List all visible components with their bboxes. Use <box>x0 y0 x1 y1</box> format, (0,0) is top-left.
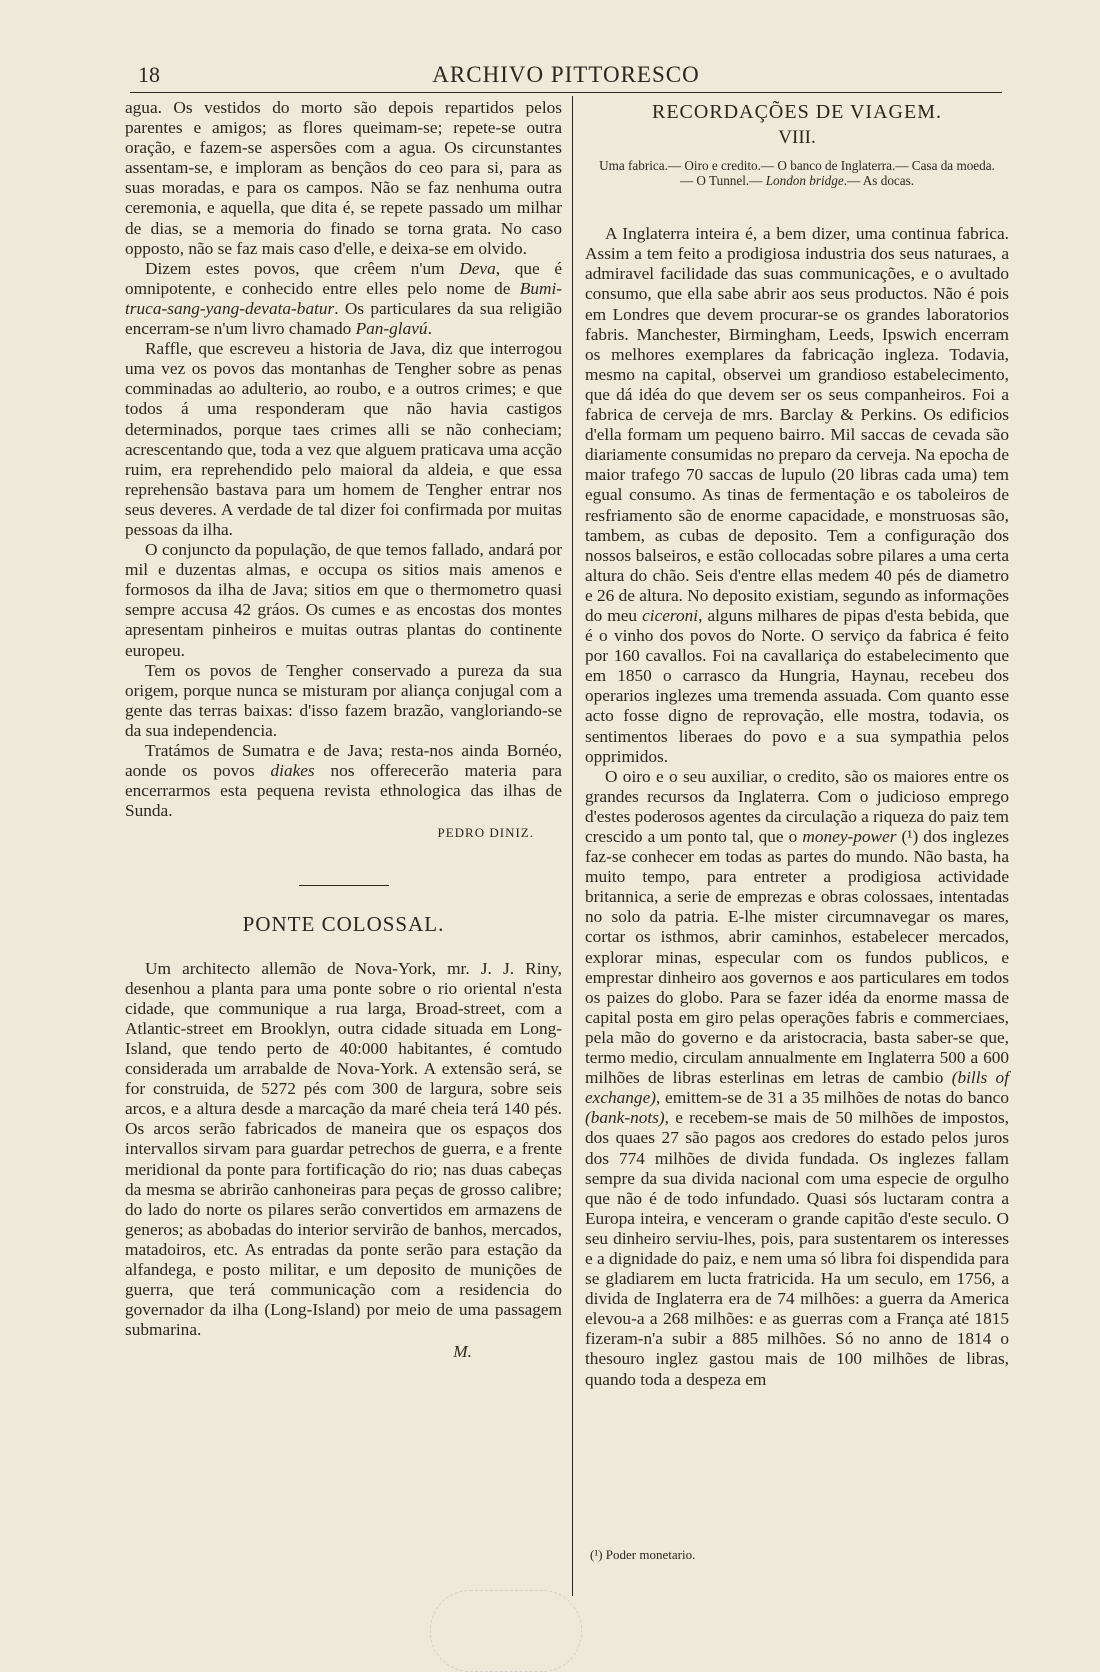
text-run: , emittem-se de 31 a 35 milhões de notas do banco <box>656 1088 1009 1108</box>
library-stamp <box>430 1590 582 1672</box>
italic-term: London bridge <box>765 173 844 189</box>
footnote-ref: (¹) <box>896 827 924 846</box>
section-heading: PONTE COLOSSAL. <box>242 912 445 937</box>
paragraph <box>585 767 1009 1390</box>
author-signature: M. <box>453 1342 472 1362</box>
text-run: Dizem estes povos, que crêem n'um <box>145 258 460 278</box>
chapter-number: VIII. <box>778 127 816 149</box>
chapter-summary <box>585 158 1009 188</box>
text-run: nos offerecerão materia para encerrarmos esta pequena revista ethnologica das ilhas de Sunda. <box>125 761 562 821</box>
text-run: , que é omnipotente, e conhecido entre elles pelo nome de <box>125 258 562 298</box>
text-run: dos inglezes faz-se conhecer em todas as partes do mundo. Não basta, ha muito tempo, para entreter a prodigiosa actividade britannica, a serie de emprezas e obras colossaes, intentadas no solo da patria. E-lhe mister circumnavegar os mares, cortar os isthmos, abrir caminhos, estabelecer mercados, explorar minas, especular com os fundos publicos, e emprestar dinheiro aos governos e aos particulares em todos os paizes do globo. Para se fazer idéa da enorme massa de capital posta em giro pelas operações fabris e commerciaes, pela mão do governo e da aristocracia, basta saber-se que, termo medio, circulam annualmente em Inglaterra 500 a 600 milhões de libras esterlinas em letras de cambio <box>585 827 1009 1088</box>
paragraph: agua. Os vestidos do morto são depois repartidos pelos parentes e amigos; as flores queimam-se; repete-se outra oração, e fazem-se aspersões com a agua. Os circunstantes assentam-se, e imploram as bençãos do ceo para si, para as suas moradas, e para os campos. Não se faz nenhuma outra ceremonia, e aquella, que dita é, se repete passado um milhar de dias, se a memoria do finado se torna grata. No caso opposto, não se faz mais caso d'elle, e deixa-se em olvido. <box>125 98 562 258</box>
author-signature: PEDRO DINIZ. <box>437 825 534 841</box>
italic-term: Bumi-truca-sang-yang-devata-batur <box>125 278 562 318</box>
text-run: Tratámos de Sumatra e de Java; resta-nos ainda Bornéo, aonde os povos <box>125 741 562 781</box>
italic-term: ciceroni <box>642 605 699 625</box>
article-heading: RECORDAÇÕES DE VIAGEM. <box>652 101 942 123</box>
text-run: A Inglaterra inteira é, a bem dizer, uma continua fabrica. Assim a tem feito a prodigiosa industria dos seus naturaes, a admiravel facilidade das suas communicações, e o avultado consumo, que ella sabe abrir aos seus productos. Não é pois em Londres que devem procurar-se os grandes laboratorios fabris. Manchester, Birmingham, Leeds, Ipswich encerram os melhores exemplares da fabricação ingleza. Todavia, mesmo na capital, observei um grandioso estabelecimento, que dá idéa do que devem ser os seus companheiros. Foi a fabrica de cerveja de mrs. Barclay & Perkins. Os edificios d'ella formam um pequeno bairro. Mil saccas de cevada são diariamente consumidas no preparo da cerveja. Na epocha de maior trafego 70 saccas de lupulo (20 libras cada uma) tem egual consumo. As tinas de fermentação e os taboleiros de resfriamento são de enorme capacidade, e monstruosas são, tambem, as cubas de deposito. Tem a configuração dos nossos balseiros, e estão collocadas sobre pilares a uma certa altura do chão. Seis d'entre ellas medem 40 pés de diametro e 26 de altura. No deposito existiam, segundo as informações do meu <box>585 224 1009 625</box>
left-column <box>125 98 562 1362</box>
italic-term: money-power <box>802 827 897 846</box>
journal-title: ARCHIVO PITTORESCO <box>432 62 700 87</box>
paragraph <box>585 224 1009 767</box>
italic-term: Deva <box>459 258 496 278</box>
text-run: .— As docas. <box>843 173 915 189</box>
column-divider <box>572 96 573 1596</box>
footnote: (¹) Poder monetario. <box>590 1547 696 1562</box>
italic-term: Pan-glavú <box>355 319 428 339</box>
paragraph <box>125 259 562 339</box>
section-divider <box>299 885 389 886</box>
italic-term: (bank-nots) <box>585 1108 665 1128</box>
text-run: . Os particulares da sua religião encerram-se n'um livro chamado <box>125 298 562 339</box>
paragraph: O conjuncto da população, de que temos fallado, andará por mil e duzentas almas, e occupa os sitios mais amenos e formosos da ilha de Java; sitios em que o thermometro quasi sempre accusa 42 gráos. Os cumes e as encostas dos montes apresentam pinheiros e muitas outras plantas do continente europeu. <box>125 540 562 660</box>
page-number: 18 <box>138 62 160 87</box>
text-run: Uma fabrica.— Oiro e credito.— O banco de Inglaterra.— Casa da moeda.— O Tunnel.— <box>599 158 995 189</box>
right-column <box>585 98 1009 1390</box>
paragraph: Um architecto allemão de Nova-York, mr. J. J. Riny, desenhou a planta para uma ponte sobre o rio oriental n'esta cidade, que communique a rua larga, Broad-street, com a Atlantic-street em Brooklyn, outra cidade situada em Long-Island, que tendo perto de 40:000 habitantes, é comtudo considerada um arrabalde de Nova-York. A extensão será, se for construida, de 5272 pés com 300 de largura, sobre seis arcos, e a altura desde a marcação da maré cheia terá 140 pés. Os arcos serão fabricados de maneira que os espaços dos intervallos sirvam para guardar petrechos de guerra, e a frente meridional da ponte para fortificação do rio; nas duas cabeças da mesma se abrirão canhoneiras para peças de grosso calibre; do lado do norte os pilares serão convertidos em armazens de generos; as abobadas do interior servirão de banhos, mercados, matadoiros, etc. As entradas da ponte serão para estação da alfandega, e posto militar, e um deposito de munições de guerra, que terá communicação com a residencia do governador da ilha (Long-Island) por meio de uma passagem submarina. <box>125 958 562 1340</box>
text-run: , alguns milhares de pipas d'esta bebida, que é o vinho dos povos do Norte. O serviço da fabrica é feito por 160 cavallos. Foi na cavallariça do estabelecimento que em 1850 o carrasco da Hungria, Haynau, recebeu dos operarios inglezes uma tremenda assuada. Com quanto esse acto fosse digno de reprovação, elle mostra, todavia, os sentimentos liberaes do povo e a sua sympathia pelos opprimidos. <box>585 605 1009 766</box>
italic-term: (bills of exchange) <box>585 1068 1009 1108</box>
italic-term: diakes <box>270 761 315 781</box>
text-run: , e recebem-se mais de 50 milhões de impostos, dos quaes 27 são pagos aos credores do estado pelos juros dos 774 milhões de divida fundada. Os inglezes fallam sempre da sua divida nacional com uma especie de orgulho que não é de todo infundado. Quasi sós luctaram contra a Europa inteira, e venceram o grande capitão d'este seculo. O seu dinheiro serviu-lhes, pois, para sustentarem os interesses e a dignidade do paiz, e nem uma só libra foi dispendida para se gladiarem em lucta fratricida. Ha um seculo, em 1756, a divida de Inglaterra era de 74 milhões: a guerra da America elevou-a a 268 milhões: e as guerras com a França até 1815 fizeram-n'a subir a 885 milhões. Só no anno de 1814 o thesouro inglez gastou mais de 100 milhões de libras, quando toda a despeza em <box>585 1108 1009 1389</box>
paragraph: Tem os povos de Tengher conservado a pureza da sua origem, porque nunca se misturam por aliança conjugal com a gente das terras baixas: d'isso fazem brazão, vangloriando-se da sua independencia. <box>125 660 562 740</box>
text-run: O oiro e o seu auxiliar, o credito, são os maiores entre os grandes recursos da Inglaterra. Com o judicioso emprego d'estes poderosos agentes da circulação a riqueza do paiz tem crescido a um ponto tal, que o <box>585 766 1009 846</box>
paragraph <box>125 741 562 821</box>
paragraph: Raffle, que escreveu a historia de Java, diz que interrogou uma vez os povos das montanhas de Tengher sobre as penas comminadas ao adulterio, ao roubo, e a outros crimes; e que todos á uma responderam que não havia castigos determinados, porque taes crimes alli se não conheciam; acrescentando que, toda a vez que alguem praticava uma acção ruim, era reprehendido pelo maioral da aldeia, e que essa reprehensão bastava para um homem de Tengher entrar nos seus deveres. A verdade de tal dizer foi confirmada por muitas pessoas da ilha. <box>125 339 562 539</box>
page-header <box>130 56 1002 93</box>
text-run: . <box>427 319 432 339</box>
